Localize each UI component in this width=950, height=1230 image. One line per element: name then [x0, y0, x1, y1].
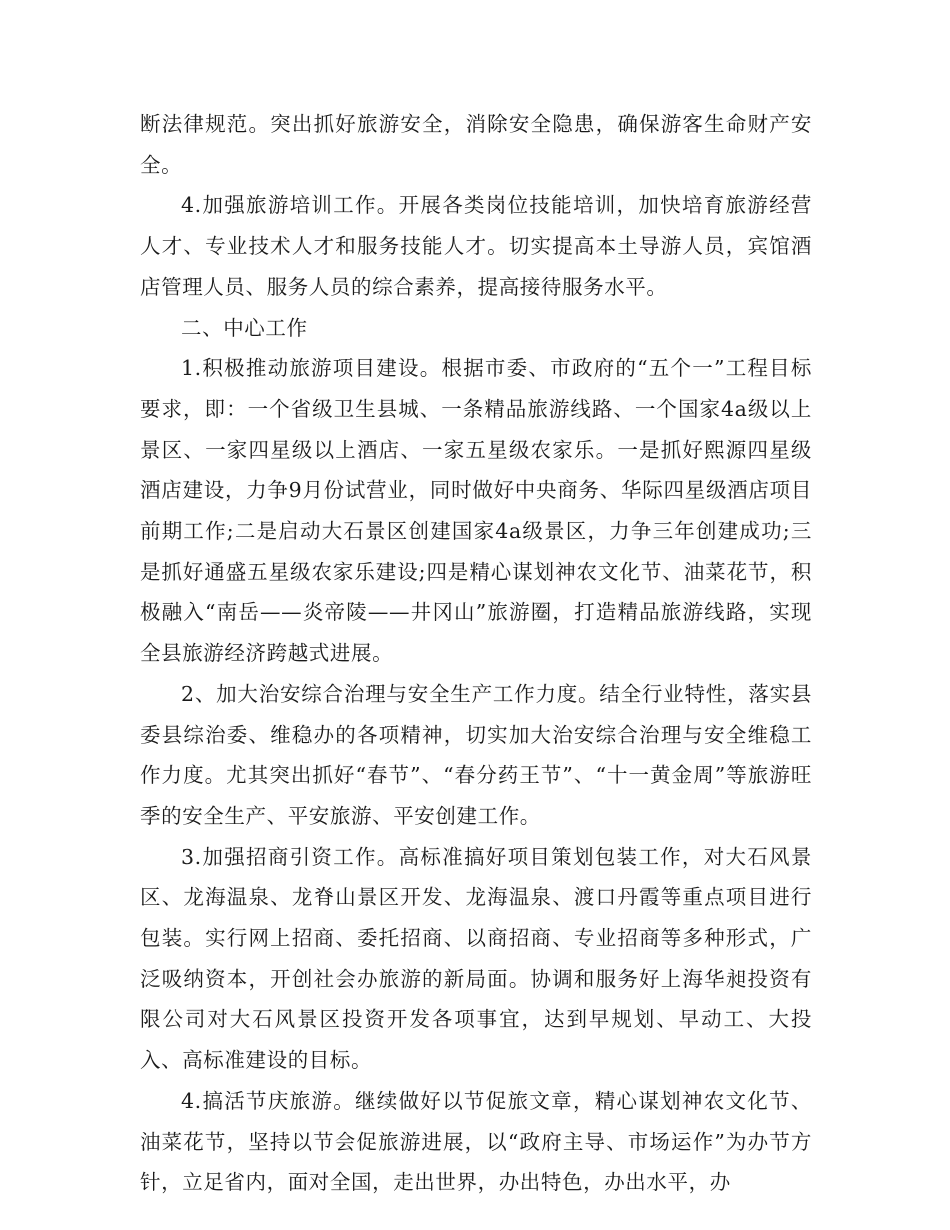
document-body: [140, 104, 812, 1203]
paragraph-1: 断法律规范。突出抓好旅游安全，消除安全隐患，确保游客生命财产安全。: [140, 112, 812, 177]
paragraph-6: 4.搞活节庆旅游。继续做好以节促旅文章，精心谋划神农文化节、油菜花节，坚持以节会促旅游进展，以“政府主导、市场运作”为办节方针，立足省内，面对全国，走出世界，办出特色，办出水平，办: [140, 1088, 812, 1195]
paragraph-4: 2、加大治安综合治理与安全生产工作力度。结全行业特性，落实县委县综治委、维稳办的各项精神，切实加大治安综合治理与安全维稳工作力度。尤其突出抓好“春节”、“春分药王节”、“十一黄金周”等旅游旺季的安全生产、平安旅游、平安创建工作。: [140, 681, 812, 828]
paragraph-2: 4.加强旅游培训工作。开展各类岗位技能培训，加快培育旅游经营人才、专业技术人才和服务技能人才。切实提高本土导游人员，宾馆酒店管理人员、服务人员的综合素养，提高接待服务水平。: [140, 193, 812, 299]
section-heading: 二、中心工作: [181, 315, 308, 340]
paragraph-5: 3.加强招商引资工作。高标准搞好项目策划包装工作，对大石风景区、龙海温泉、龙脊山景区开发、龙海温泉、渡口丹霞等重点项目进行包装。实行网上招商、委托招商、以商招商、专业招商等多种形式，广泛吸纳资本，开创社会办旅游的新局面。协调和服务好上海华昶投资有限公司对大石风景区投资开发各项事宜，达到早规划、早动工、大投入、高标准建设的目标。: [140, 844, 812, 1073]
paragraph-3: 1.积极推动旅游项目建设。根据市委、市政府的“五个一”工程目标要求，即：一个省级卫生县城、一条精品旅游线路、一个国家4a级以上景区、一家四星级以上酒店、一家五星级农家乐。一是抓好熙源四星级酒店建设，力争9月份试营业，同时做好中央商务、华际四星级酒店项目前期工作;二是启动大石景区创建国家4a级景区，力争三年创建成功;三是抓好通盛五星级农家乐建设;四是精心谋划神农文化节、油菜花节，积极融入“南岳——炎帝陵——井冈山”旅游圈，打造精品旅游线路，实现全县旅游经济跨越式进展。: [140, 356, 812, 666]
